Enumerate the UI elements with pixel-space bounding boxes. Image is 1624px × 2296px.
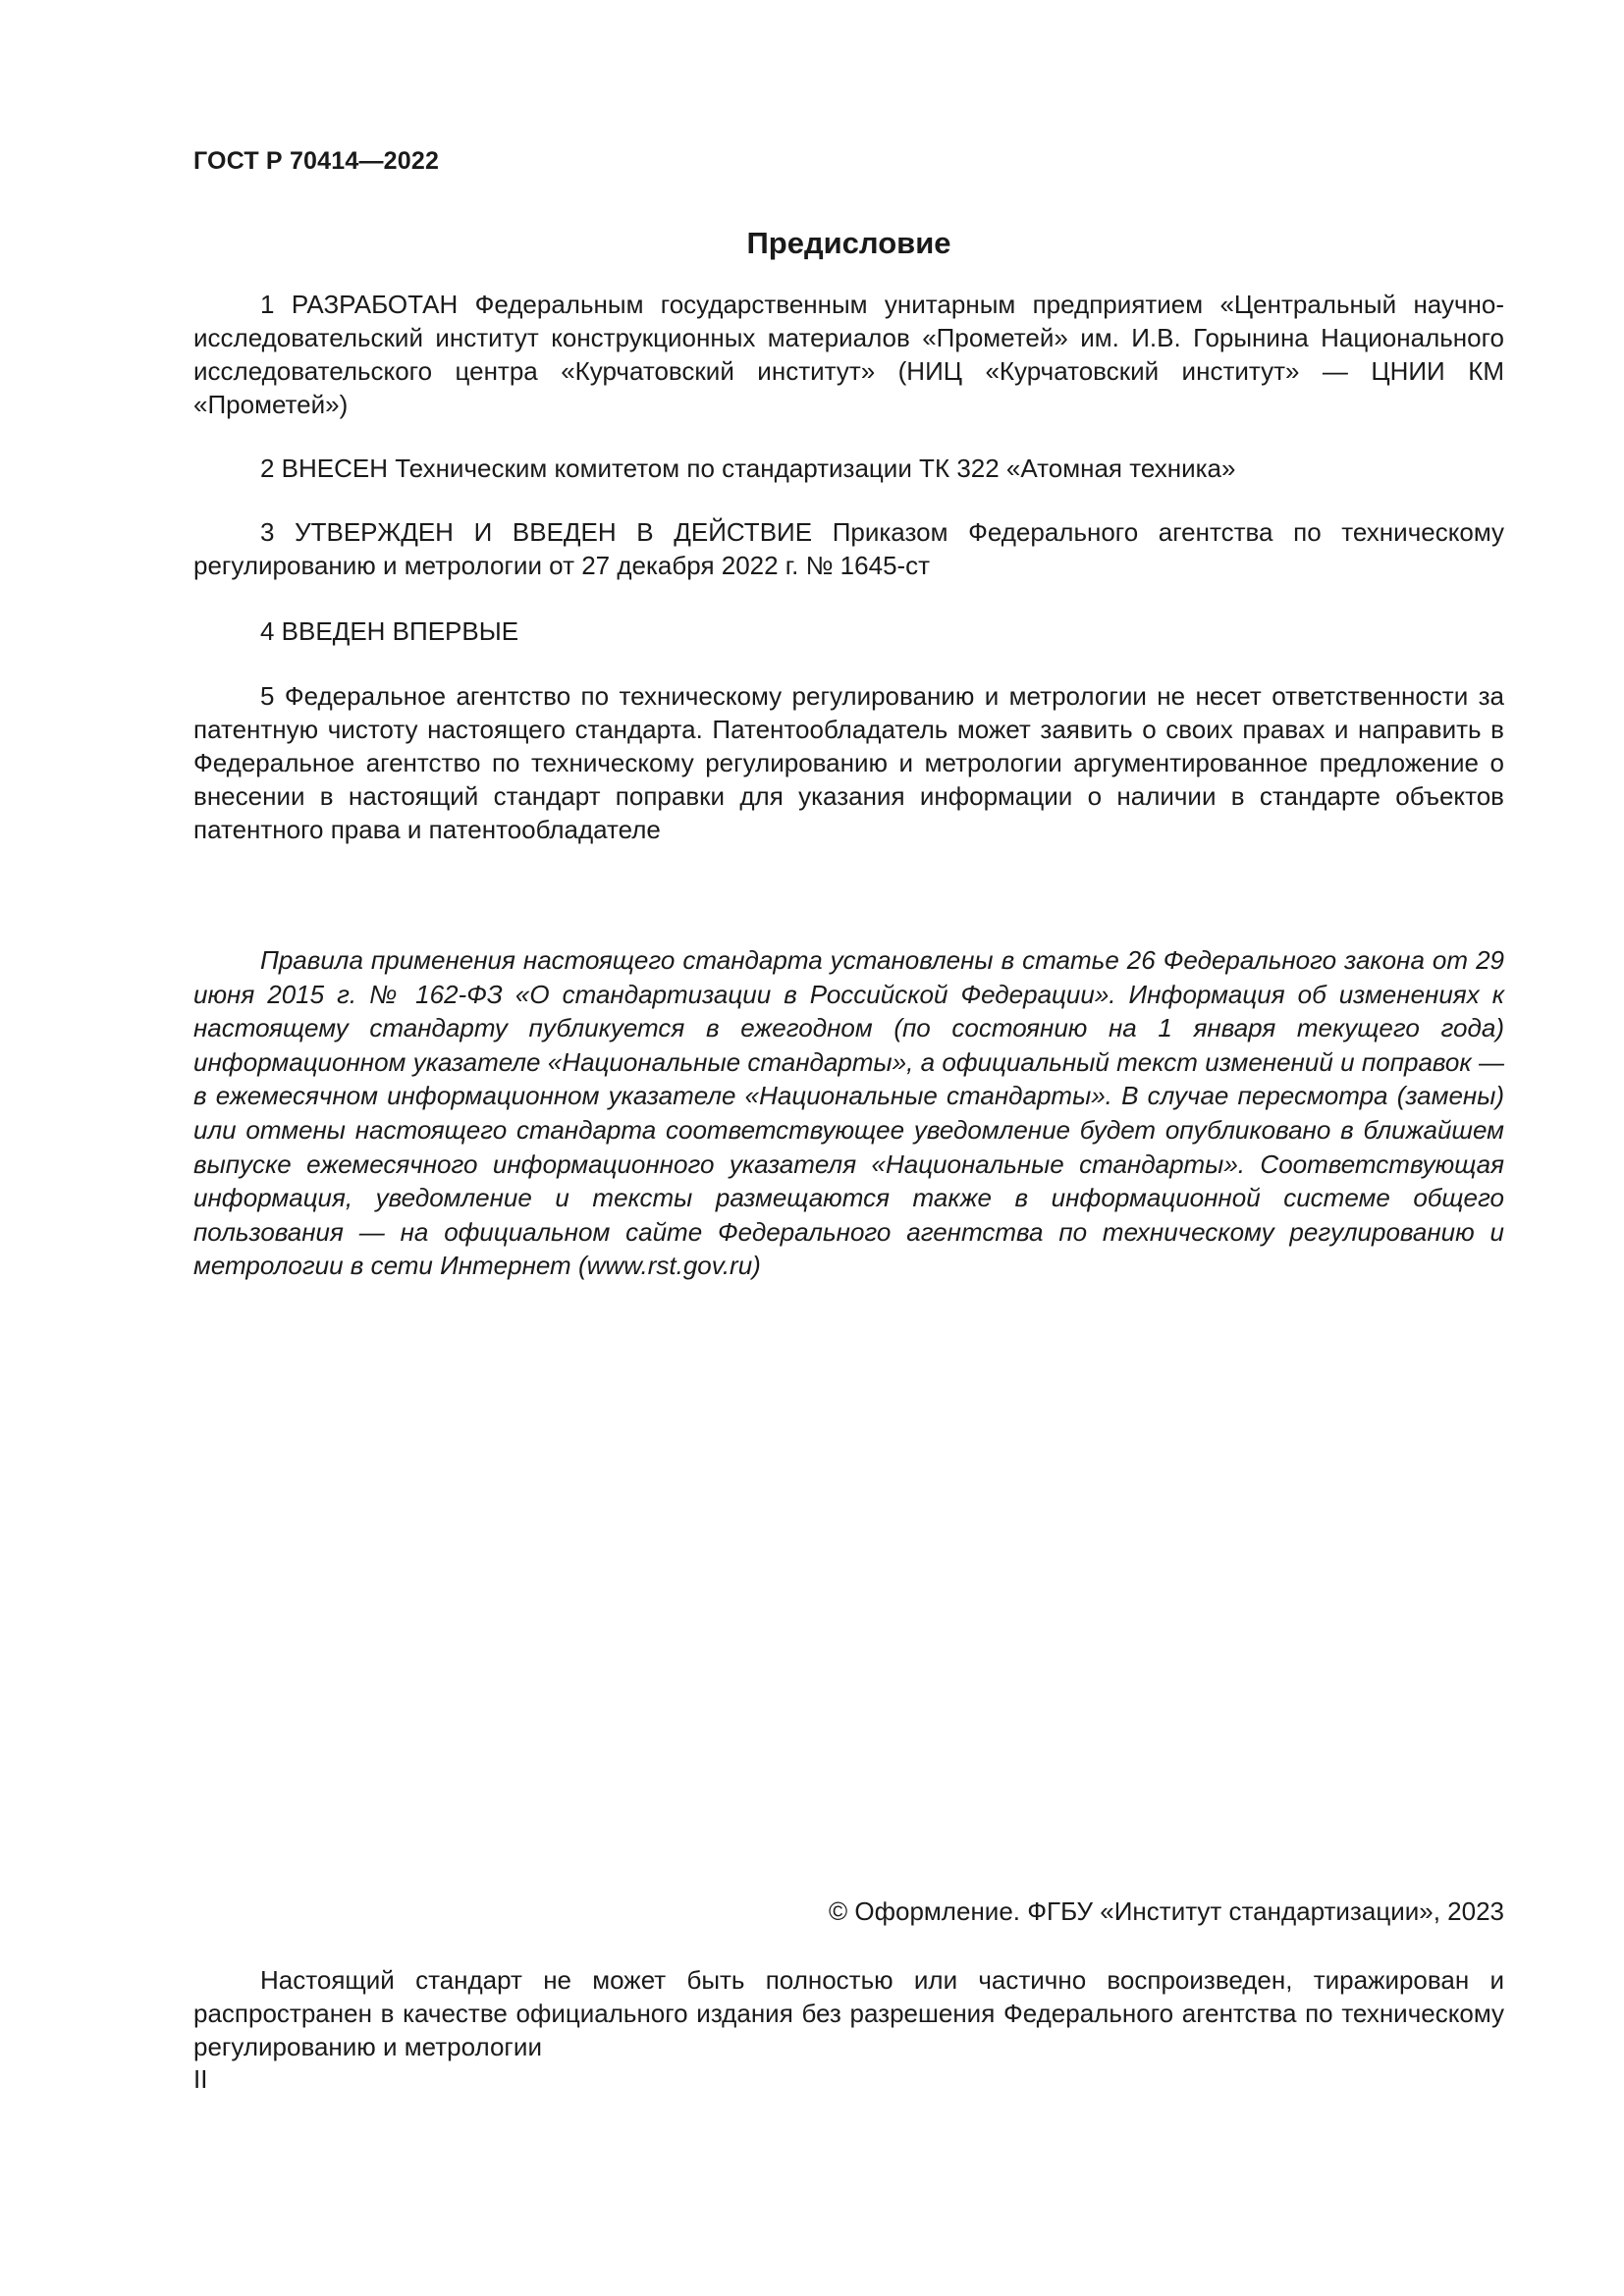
- application-rules-note: Правила применения настоящего стандарта установлены в статье 26 Федерального закона от 29 июня 2015 г. № 162-ФЗ «О стандартизации в Российской Федерации». Информация об изменениях к настоящему стандарту публикуется в ежегодном (по состоянию на 1 января текущего года) информационном указателе «Национальные стандарты», а официальный текст изменений и поправок — в ежемесячном информационном указателе «Национальные стандарты». В случае пересмотра (замены) или отмены настоящего стандарта соответствующее уведомление будет опубликовано в ближайшем выпуске ежемесячного информационного указателя «Национальные стандарты». Соответствующая информация, уведомление и тексты размещаются также в информационной системе общего пользования — на официальном сайте Федерального агентства по техническому регулированию и метрологии в сети Интернет (www.rst.gov.ru): [193, 945, 1504, 1281]
- foreword-item-first-introduced: 4 ВВЕДЕН ВПЕРВЫЕ: [260, 616, 519, 646]
- copyright-notice: © Оформление. ФГБУ «Институт стандартизации», 2023: [829, 1896, 1504, 1926]
- foreword-item-patent: 5 Федеральное агентство по техническому регулированию и метрологии не несет ответственности за патентную чистоту настоящего стандарта. Патентообладатель может заявить о своих правах и направить в Федеральное агентство по техническому регулированию и метрологии аргументированное предложение о внесении в настоящий стандарт поправки для указания информации о наличии в стандарте объектов патентного права и патентообладателе: [193, 681, 1504, 844]
- document-page: [193, 0, 1504, 2296]
- page-title: Предисловие: [746, 226, 951, 260]
- foreword-item-developed: 1 РАЗРАБОТАН Федеральным государственным унитарным предприятием «Центральный научно-исследовательский институт конструкционных материалов «Прометей» им. И.В. Горынина Национального исследовательского центра «Курчатовский институт» (НИЦ «Курчатовский институт» — ЦНИИ КМ «Прометей»): [193, 290, 1504, 419]
- document-code: ГОСТ Р 70414—2022: [193, 147, 440, 175]
- reprint-notice: Настоящий стандарт не может быть полностью или частично воспроизведен, тиражирован и распространен в качестве официального издания без разрешения Федерального агентства по техническому регулированию и метрологии: [193, 1965, 1504, 2061]
- foreword-item-introduced: 2 ВНЕСЕН Техническим комитетом по стандартизации ТК 322 «Атомная техника»: [260, 454, 1236, 483]
- foreword-item-approved: 3 УТВЕРЖДЕН И ВВЕДЕН В ДЕЙСТВИЕ Приказом Федерального агентства по техническому регулированию и метрологии от 27 декабря 2022 г. № 1645-ст: [193, 517, 1504, 580]
- page-number: II: [193, 2064, 208, 2094]
